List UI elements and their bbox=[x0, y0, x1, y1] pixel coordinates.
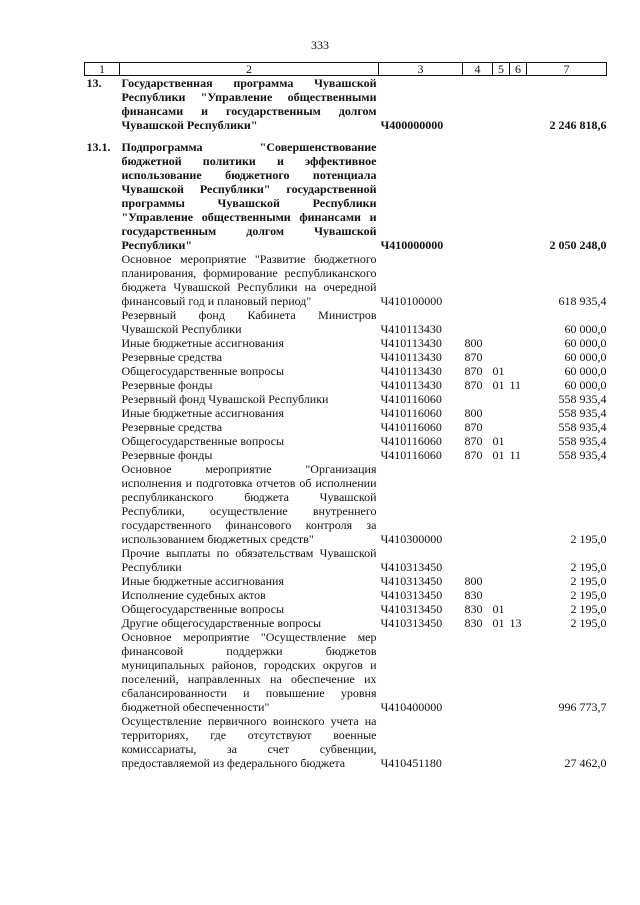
expense-type-code bbox=[463, 140, 493, 252]
row-name: Другие общегосударственные вопросы bbox=[121, 616, 322, 630]
subsection-code bbox=[510, 434, 527, 448]
row-number bbox=[85, 714, 120, 770]
section-code: 01 bbox=[492, 364, 505, 378]
subsection-code bbox=[510, 462, 527, 546]
row-number bbox=[85, 630, 120, 714]
expense-type-code: 870 bbox=[464, 448, 483, 462]
expense-type-code bbox=[463, 76, 493, 141]
expense-type-code bbox=[463, 392, 493, 406]
table-row bbox=[85, 350, 607, 364]
expense-type-code: 870 bbox=[464, 364, 483, 378]
row-amount: 618 935,4 bbox=[558, 294, 607, 308]
row-number bbox=[85, 378, 120, 392]
table-row bbox=[85, 588, 607, 602]
row-amount: 558 935,4 bbox=[558, 392, 607, 406]
target-article-code: Ч410113430 bbox=[380, 378, 442, 392]
table-row bbox=[85, 434, 607, 448]
table-row bbox=[85, 252, 607, 308]
row-amount: 60 000,0 bbox=[564, 364, 607, 378]
section-code bbox=[493, 350, 510, 364]
section-code bbox=[493, 462, 510, 546]
target-article-code: Ч410116060 bbox=[380, 406, 442, 420]
section-code: 01 bbox=[492, 448, 505, 462]
table-row bbox=[85, 392, 607, 406]
row-number: 13. bbox=[86, 76, 102, 90]
subsection-code: 11 bbox=[509, 378, 522, 392]
target-article-code: Ч410313450 bbox=[380, 588, 443, 602]
subsection-code bbox=[510, 574, 527, 588]
row-number bbox=[85, 406, 120, 420]
target-article-code: Ч410313450 bbox=[380, 560, 443, 574]
column-number: 5 bbox=[493, 63, 510, 76]
row-name: Резервный фонд Чувашской Республики bbox=[121, 392, 329, 406]
row-name: Резервные средства bbox=[121, 420, 223, 434]
row-name: Общегосударственные вопросы bbox=[121, 434, 285, 448]
table-row bbox=[85, 714, 607, 770]
expense-type-code: 830 bbox=[464, 602, 483, 616]
target-article-code: Ч400000000 bbox=[380, 118, 444, 132]
row-amount: 2 195,0 bbox=[570, 602, 607, 616]
row-amount: 2 195,0 bbox=[570, 588, 607, 602]
row-name: Резервные фонды bbox=[121, 378, 213, 392]
subsection-code: 13 bbox=[509, 616, 522, 630]
row-amount: 2 195,0 bbox=[570, 560, 607, 574]
subsection-code bbox=[510, 336, 527, 350]
expense-type-code bbox=[463, 546, 493, 574]
section-code bbox=[493, 574, 510, 588]
row-amount: 27 462,0 bbox=[564, 756, 607, 770]
subsection-code bbox=[510, 140, 527, 252]
row-number bbox=[85, 434, 120, 448]
subsection-code bbox=[510, 714, 527, 770]
expense-type-code: 870 bbox=[464, 378, 483, 392]
subsection-code: 11 bbox=[509, 448, 522, 462]
table-row bbox=[85, 378, 607, 392]
section-code bbox=[493, 140, 510, 252]
row-name: Основное мероприятие "Развитие бюджетного планирования, формирование республиканского бюджета Чувашской Республики на очередной финансовый год и плановый период" bbox=[121, 252, 377, 308]
subsection-code bbox=[510, 350, 527, 364]
row-amount: 60 000,0 bbox=[564, 378, 607, 392]
section-code bbox=[493, 336, 510, 350]
section-code bbox=[493, 588, 510, 602]
section-code bbox=[493, 630, 510, 714]
row-name: Государственная программа Чувашской Республики "Управление общественными финансами и государственным долгом Чувашской Республики" bbox=[121, 76, 377, 132]
subsection-code bbox=[510, 630, 527, 714]
row-name: Осуществление первичного воинского учета на территориях, где отсутствуют военные комиссариаты, за счет субвенции, предоставляемой из федерального бюджета bbox=[121, 714, 377, 770]
target-article-code: Ч410300000 bbox=[380, 532, 443, 546]
table-row bbox=[85, 448, 607, 462]
subsection-code bbox=[510, 252, 527, 308]
expense-type-code bbox=[463, 252, 493, 308]
row-amount: 2 195,0 bbox=[570, 574, 607, 588]
table-row bbox=[85, 462, 607, 546]
table-row bbox=[85, 336, 607, 350]
row-amount: 558 935,4 bbox=[558, 434, 607, 448]
row-name: Основное мероприятие "Организация исполнения и подготовка отчетов об исполнении республиканского бюджета Чувашской Республики, осуществление внутреннего государственного финансового контроля за использованием бюджетных средств" bbox=[121, 462, 377, 546]
table-row bbox=[85, 630, 607, 714]
target-article-code: Ч410100000 bbox=[380, 294, 443, 308]
table-row bbox=[85, 140, 607, 252]
row-number bbox=[85, 616, 120, 630]
target-article-code: Ч410313450 bbox=[380, 602, 443, 616]
section-code bbox=[493, 76, 510, 141]
expense-type-code bbox=[463, 630, 493, 714]
target-article-code: Ч410000000 bbox=[380, 238, 444, 252]
row-amount: 2 195,0 bbox=[570, 532, 607, 546]
expense-type-code: 870 bbox=[464, 350, 483, 364]
column-number: 1 bbox=[85, 63, 120, 76]
expense-type-code: 870 bbox=[464, 420, 483, 434]
row-number bbox=[85, 574, 120, 588]
expense-type-code: 800 bbox=[464, 406, 483, 420]
expense-type-code: 800 bbox=[464, 574, 483, 588]
row-number bbox=[85, 420, 120, 434]
column-number: 7 bbox=[527, 63, 607, 76]
target-article-code: Ч410313450 bbox=[380, 574, 443, 588]
section-code: 01 bbox=[492, 434, 505, 448]
subsection-code bbox=[510, 406, 527, 420]
row-name: Резервные фонды bbox=[121, 448, 213, 462]
row-number bbox=[85, 588, 120, 602]
row-number bbox=[85, 350, 120, 364]
row-name: Общегосударственные вопросы bbox=[121, 602, 285, 616]
expense-type-code bbox=[463, 462, 493, 546]
section-code bbox=[493, 714, 510, 770]
expense-type-code: 870 bbox=[464, 434, 483, 448]
row-number bbox=[85, 252, 120, 308]
row-name: Иные бюджетные ассигнования bbox=[121, 336, 284, 350]
section-code: 01 bbox=[492, 378, 505, 392]
table-row bbox=[85, 76, 607, 141]
target-article-code: Ч410116060 bbox=[380, 420, 442, 434]
row-amount: 2 050 248,0 bbox=[549, 238, 607, 252]
target-article-code: Ч410113430 bbox=[380, 350, 442, 364]
table-body bbox=[85, 76, 607, 771]
budget-table bbox=[84, 62, 607, 770]
row-number: 13.1. bbox=[86, 140, 111, 154]
subsection-code bbox=[510, 588, 527, 602]
row-name: Резервные средства bbox=[121, 350, 223, 364]
target-article-code: Ч410116060 bbox=[380, 434, 442, 448]
target-article-code: Ч410116060 bbox=[380, 392, 442, 406]
subsection-code bbox=[510, 364, 527, 378]
row-amount: 60 000,0 bbox=[564, 322, 607, 336]
target-article-code: Ч410113430 bbox=[380, 364, 442, 378]
table-row bbox=[85, 546, 607, 574]
column-number: 2 bbox=[120, 63, 379, 76]
row-number bbox=[85, 336, 120, 350]
section-code bbox=[493, 420, 510, 434]
expense-type-code: 830 bbox=[464, 588, 483, 602]
row-name: Резервный фонд Кабинета Министров Чувашской Республики bbox=[121, 308, 377, 336]
subsection-code bbox=[510, 602, 527, 616]
table-row bbox=[85, 406, 607, 420]
row-amount: 558 935,4 bbox=[558, 420, 607, 434]
column-number: 3 bbox=[379, 63, 463, 76]
page-number: 333 bbox=[311, 38, 329, 52]
column-number-header bbox=[85, 63, 607, 76]
row-name: Прочие выплаты по обязательствам Чувашской Республики bbox=[121, 546, 377, 574]
row-amount: 558 935,4 bbox=[558, 448, 607, 462]
table-row bbox=[85, 574, 607, 588]
table-row bbox=[85, 420, 607, 434]
row-name: Иные бюджетные ассигнования bbox=[121, 406, 284, 420]
target-article-code: Ч410451180 bbox=[380, 756, 442, 770]
section-code: 01 bbox=[492, 616, 505, 630]
expense-type-code: 830 bbox=[464, 616, 483, 630]
row-name: Исполнение судебных актов bbox=[121, 588, 266, 602]
column-number: 6 bbox=[510, 63, 527, 76]
row-name: Основное мероприятие "Осуществление мер финансовой поддержки бюджетов муниципальных районов, городских округов и поселений, направленных на обеспечение их сбалансированности и повышение уровня бюджетной обеспеченности" bbox=[121, 630, 377, 714]
column-number: 4 bbox=[463, 63, 493, 76]
row-amount: 996 773,7 bbox=[558, 700, 607, 714]
target-article-code: Ч410113430 bbox=[380, 336, 442, 350]
table-row bbox=[85, 308, 607, 336]
table-row bbox=[85, 616, 607, 630]
section-code bbox=[493, 308, 510, 336]
target-article-code: Ч410116060 bbox=[380, 448, 442, 462]
expense-type-code: 800 bbox=[464, 336, 483, 350]
subsection-code bbox=[510, 308, 527, 336]
target-article-code: Ч410113430 bbox=[380, 322, 442, 336]
section-code: 01 bbox=[492, 602, 505, 616]
row-number bbox=[85, 392, 120, 406]
table-row bbox=[85, 364, 607, 378]
row-number bbox=[85, 602, 120, 616]
expense-type-code bbox=[463, 308, 493, 336]
row-amount: 2 246 818,6 bbox=[549, 118, 607, 132]
row-amount: 558 935,4 bbox=[558, 406, 607, 420]
row-amount: 60 000,0 bbox=[564, 350, 607, 364]
subsection-code bbox=[510, 420, 527, 434]
target-article-code: Ч410400000 bbox=[380, 700, 443, 714]
row-name: Подпрограмма "Совершенствование бюджетной политики и эффективное использование бюджетного потенциала Чувашской Республики" государственной программы Чувашской Республики "Управление общественными финансами и государственным долгом Чувашской Республики" bbox=[121, 140, 377, 252]
table-row bbox=[85, 602, 607, 616]
expense-type-code bbox=[463, 714, 493, 770]
row-number bbox=[85, 448, 120, 462]
row-amount: 60 000,0 bbox=[564, 336, 607, 350]
subsection-code bbox=[510, 546, 527, 574]
target-article-code: Ч410313450 bbox=[380, 616, 443, 630]
row-number bbox=[85, 308, 120, 336]
section-code bbox=[493, 252, 510, 308]
row-number bbox=[85, 546, 120, 574]
row-number bbox=[85, 462, 120, 546]
subsection-code bbox=[510, 76, 527, 141]
section-code bbox=[493, 392, 510, 406]
section-code bbox=[493, 546, 510, 574]
subsection-code bbox=[510, 392, 527, 406]
row-amount: 2 195,0 bbox=[570, 616, 607, 630]
section-code bbox=[493, 406, 510, 420]
row-number bbox=[85, 364, 120, 378]
row-name: Общегосударственные вопросы bbox=[121, 364, 285, 378]
row-name: Иные бюджетные ассигнования bbox=[121, 574, 284, 588]
